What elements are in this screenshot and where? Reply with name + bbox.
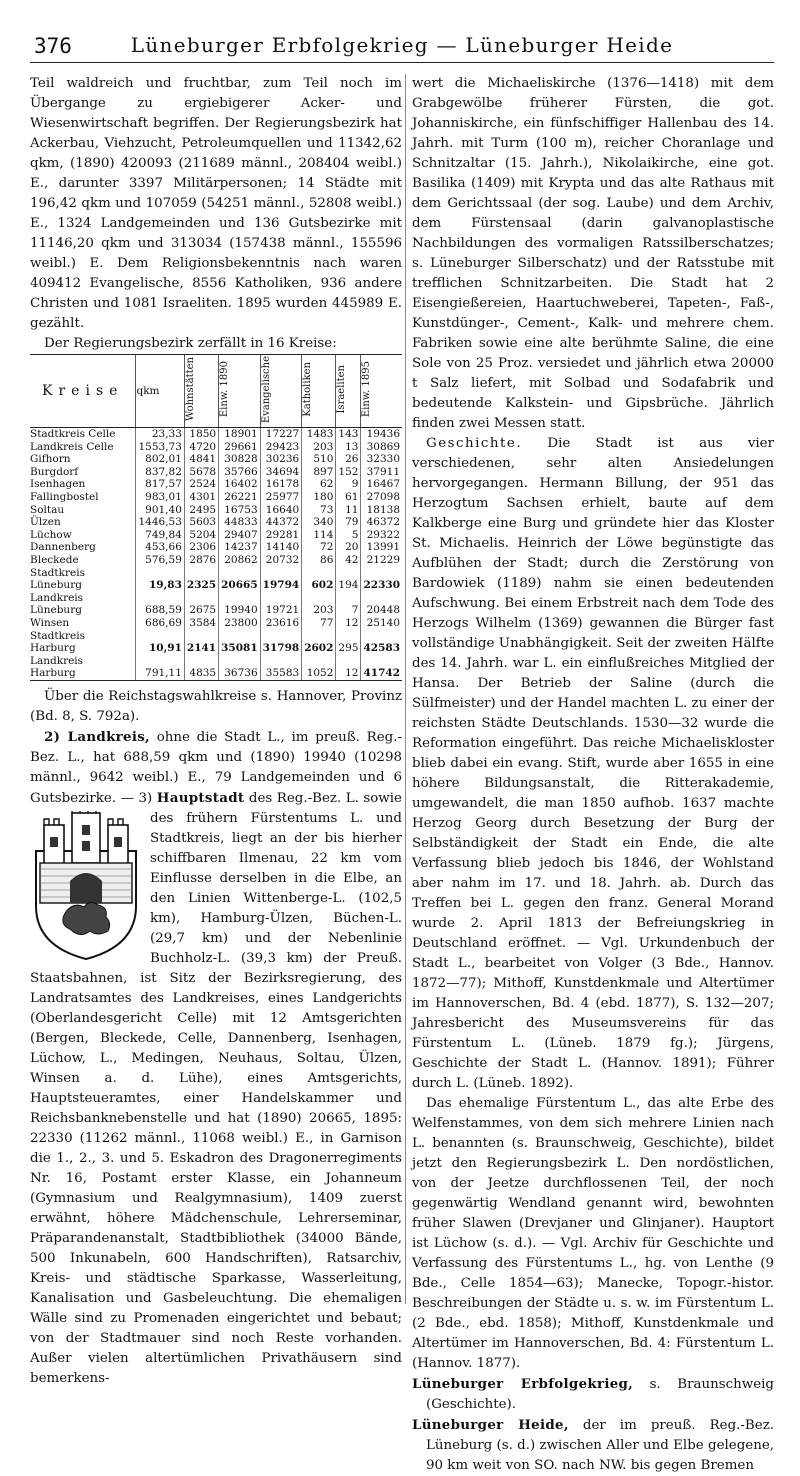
term-geschichte: Geschichte.	[426, 436, 523, 451]
table-caption: Der Regierungsbezirk zerfällt in 16 Kreise:	[44, 336, 337, 351]
table-cell-kreis: Dannenberg	[30, 541, 96, 554]
table-cell-value: 602	[302, 579, 336, 592]
table-cell-kreis: Lüneburg	[30, 604, 82, 617]
table-empty-cell	[260, 655, 302, 668]
table-cell-value: 1446,53	[136, 516, 184, 529]
table-cell-value: 453,66	[136, 541, 184, 554]
table-cell-value: 2876	[184, 554, 218, 567]
table-cell-value: 180	[302, 491, 336, 504]
table-cell-value: 1850	[184, 428, 218, 441]
table-cell-value: 5603	[184, 516, 218, 529]
table-cell-value: 16640	[260, 504, 302, 517]
table-empty-cell	[361, 592, 402, 605]
table-empty-cell	[302, 630, 336, 643]
table-cell-value: 901,40	[136, 504, 184, 517]
table-cell-value: 4720	[184, 441, 218, 454]
table-header-row	[30, 355, 402, 428]
table-empty-cell	[336, 592, 361, 605]
table-cell-value: 23,33	[136, 428, 184, 441]
table-cell-value: 114	[302, 529, 336, 542]
table-cell-value: 35766	[219, 466, 261, 479]
table-cell-value: 1052	[302, 667, 336, 680]
table-cell-value: 25140	[361, 617, 402, 630]
col-header-einw-1895: Einw. 1895	[361, 355, 402, 428]
table-cell-value: 77	[302, 617, 336, 630]
table-subheading-row	[30, 630, 402, 643]
table-cell-value: 26221	[219, 491, 261, 504]
table-cell-value: 143	[336, 428, 361, 441]
table-empty-cell	[260, 630, 302, 643]
table-cell-value: 79	[336, 516, 361, 529]
term-erbfolgekrieg: Lüneburger Erbfolgekrieg,	[412, 1376, 634, 1392]
table-cell-value: 32330	[361, 453, 402, 466]
coat-of-arms-image	[30, 811, 142, 961]
table-cell-value: 194	[336, 579, 361, 592]
table-row	[30, 667, 402, 680]
col-header-katholiken: Katholiken	[302, 355, 336, 428]
table-cell-value: 510	[302, 453, 336, 466]
table-cell-value: 46372	[361, 516, 402, 529]
table-subheading: Stadtkreis	[30, 629, 85, 642]
table-cell-value: 41742	[361, 667, 402, 680]
table-cell-value: 20862	[219, 554, 261, 567]
table-cell-value: 2602	[302, 642, 336, 655]
kreise-table	[30, 354, 402, 681]
entry-lueneburger-heide: Lüneburger Heide, der im preuß. Reg.-Bez. Lüneburg (s. d.) zwischen Aller und Elbe gelegene, 90 km weit von SO. nach NW. bis gegen Bremen	[412, 1417, 775, 1473]
table-empty-cell	[184, 592, 218, 605]
table-cell-value: 203	[302, 441, 336, 454]
paragraph-geschichte: Geschichte. Die Stadt ist aus vier verschiedenen, sehr alten Ansiedelungen hervorgegangen. Hermann Billung, der 951 das Herzogtum Sachsen erhielt, baute auf dem Kalkberge eine Burg und gründete hier das Kloster St. Michaelis. Heinrich der Löwe begünstigte das Aufblühen der Stadt; durch die Zerstörung von Bardowiek (1189) nahm sie einen bedeutenden Aufschwung. Bei einem Erbstreit nach dem Tode des Herzogs Wilhelm (1369) gewannen die Bürger fast vollständige Unabhängigkeit. Seit der zweiten Hälfte des 14. Jahrh. war L. ein einflußreiches Mitglied der Hansa. Der Betrieb der Saline (durch die Sülfmeister) und der Handel machten L. zu einer der reichsten Städte Deutschlands. 1530—32 wurde die Reformation eingeführt. Das reiche Michaeliskloster blieb dabei ein evang. Stift, wurde aber 1655 in eine höhere Bildungsanstalt, die Ritterakademie, umgewandelt, die man 1850 aufhob. 1637 machte Herzog Georg durch Besetzung der Burg der Selbständigkeit der Stadt ein Ende, die alte Verfassung blieb jedoch bis 1846, der Wohlstand aber nahm im 17. und 18. Jahrh. ab. Durch das Treffen bei L. gegen den franz. General Morand wurde 2. April 1813 der Befreiungskrieg in Deutschland eröffnet. — Vgl. Urkundenbuch der Stadt L., bearbeitet von Volger (3 Bde., Hannov. 1872—77); Mithoff, Kunstdenkmale und Altertümer im Hannoverschen, Bd. 4 (ebd. 1877), S. 132—207; Jahresbericht des Museumsvereins für das Fürstentum L. (Lüneb. 1879 fg.); Jürgens, Geschichte der Stadt L. (Hannov. 1891); Führer durch L. (Lüneb. 1892).	[412, 436, 774, 1091]
table-cell-kreis: Gifhorn	[30, 453, 71, 466]
table-cell-value: 20	[336, 541, 361, 554]
table-cell-value: 13991	[361, 541, 402, 554]
table-cell-value: 16402	[219, 478, 261, 491]
table-cell-value: 10,91	[136, 642, 184, 655]
table-cell-value: 42583	[361, 642, 402, 655]
table-cell-value: 19794	[260, 579, 302, 592]
table-cell-value: 12	[336, 617, 361, 630]
table-cell-kreis: Burgdorf	[30, 465, 79, 478]
table-cell-value: 22330	[361, 579, 402, 592]
table-cell-value: 749,84	[136, 529, 184, 542]
table-empty-cell	[302, 655, 336, 668]
paragraph-landkreis: 2) Landkreis, ohne die Stadt L., im preuß. Reg.-Bez. L., hat 688,59 qkm und (1890) 19940 (10298 männl., 9642 weibl.) E., 79 Landgemeinden und 6 Gutsbezirke. — 3) Hauptstadt des Reg.-Bez. L. sowie des frühern Fürstentums L. und Stadtkreis, liegt an der bis hierher schiffbaren Ilmenau, 22 km vom Einflusse derselben in die Elbe, an den Linien Wittenberge-L. (102,5 km), Hamburg-Ülzen, Büchen-L. (29,7 km) und der Nebenlinie Buchholz-L. (39,3 km) der Preuß. Staatsbahnen, ist Sitz der Bezirksregierung, des Landratsamtes des Landkreises, eines Landgerichts (Oberlandesgericht Celle) mit 12 Amtsgerichten (Bergen, Bleckede, Celle, Dannenberg, Isenhagen, Lüchow, L., Medingen, Neuhaus, Soltau, Ülzen, Winsen a. d. Lühe), eines Amtsgerichts, Hauptsteueramtes, einer Handelskammer und Reichsbanknebenstelle und hat (1890) 20665, 1895: 22330 (11262 männl., 11068 weibl.) E., in Garnison die 1., 2., 3. und 5. Eskadron des Dragonerregiments Nr. 16, Postamt erster Klasse, ein Johanneum (Gymnasium und Realgymnasium), 1409 zuerst erwähnt, höhere Mädchenschule, Lehrerseminar, Präparandenanstalt, Stadtbibliothek (34000 Bände, 500 Inkunabeln, 600 Handschriften), Ratsarchiv, Kreis- und städtische Sparkasse, Wasserleitung, Kanalisation und Gasbeleuchtung. Die ehemaligen Wälle sind zu Promenaden eingerichtet und bebaut; von der Stadtmauer sind noch Reste vorhanden. Außer vielen altertümlichen Privathäusern sind bemerkens-	[30, 728, 402, 1386]
table-cell-value: 203	[302, 604, 336, 617]
paragraph-sehenswuerdigkeiten: wert die Michaeliskirche (1376—1418) mit dem Grabgewölbe früherer Fürsten, die got. Johanniskirche, ein fünfschiffiger Hallenbau des 14. Jahrh. mit Turm (100 m), reicher Choranlage und Schnitzaltar (15. Jahrh.), Nikolaikirche, eine got. Basilika (1409) mit Krypta und das alte Rathaus mit dem Gerichtssaal (der sog. Laube) und dem Archiv, dem Fürstensaal (darin galvanoplastische Nachbildungen des vormaligen Ratssilberschatzes; s. Lüneburger Silberschatz) und der Ratsstube mit trefflichen Schnitzarbeiten. Die Stadt hat 2 Eisengießereien, Haartuchweberei, Tapeten-, Faß-, Kunstdünger-, Cement-, Kalk- und mehrere chem. Fabriken sowie eine alte berühmte Saline, die eine Sole von 25 Proz. versiedet und jährlich etwa 20000 t Salz liefert, mit Solbad und Sodafabrik und bedeutende Kalkstein- und Gipsbrüche. Jährlich finden zwei Messen statt.	[412, 76, 774, 431]
table-cell-kreis: Soltau	[30, 503, 65, 516]
table-row	[30, 478, 402, 491]
table-cell-value: 19940	[219, 604, 261, 617]
table-cell-value: 30869	[361, 441, 402, 454]
table-row	[30, 504, 402, 517]
table-cell-value: 2524	[184, 478, 218, 491]
table-cell-value: 152	[336, 466, 361, 479]
table-cell-value: 4301	[184, 491, 218, 504]
table-cell-value: 2675	[184, 604, 218, 617]
table-cell-value: 62	[302, 478, 336, 491]
term-hauptstadt: Hauptstadt	[156, 789, 245, 806]
right-column	[412, 74, 774, 1476]
table-empty-cell	[184, 655, 218, 668]
table-cell-value: 29661	[219, 441, 261, 454]
table-cell-value: 340	[302, 516, 336, 529]
table-cell-kreis: Landkreis Celle	[30, 440, 114, 453]
table-empty-cell	[302, 567, 336, 580]
table-empty-cell	[219, 592, 261, 605]
col-header-einw-1890: Einw. 1890	[219, 355, 261, 428]
table-cell-value: 802,01	[136, 453, 184, 466]
table-row	[30, 466, 402, 479]
table-cell-value: 295	[336, 642, 361, 655]
table-cell-value: 576,59	[136, 554, 184, 567]
table-cell-value: 23616	[260, 617, 302, 630]
table-empty-cell	[136, 567, 184, 580]
table-cell-kreis: Winsen	[30, 616, 70, 629]
left-column	[30, 74, 402, 1389]
term-landkreis: 2) Landkreis,	[44, 728, 151, 745]
paragraph-reichstagswahlkreise: Über die Reichstagswahlkreise s. Hannover, Provinz (Bd. 8, S. 792a).	[30, 688, 402, 724]
table-empty-cell	[361, 630, 402, 643]
table-cell-value: 26	[336, 453, 361, 466]
col-header-evangelische: Evangelische	[260, 355, 302, 428]
table-cell-value: 34694	[260, 466, 302, 479]
paragraph-regierungsbezirk: Teil waldreich und fruchtbar, zum Teil noch im Übergange zu ergiebigerer Acker- und Wiesenwirtschaft begriffen. Der Regierungsbezirk hat Ackerbau, Viehzucht, Petroleumquellen und 11342,62 qkm, (1890) 420093 (211689 männl., 208404 weibl.) E., darunter 3397 Militärpersonen; 14 Städte mit 196,42 qkm und 107059 (54251 männl., 52808 weibl.) E., 1324 Landgemeinden und 136 Gutsbezirke mit 11146,20 qkm und 313034 (157438 männl., 155596 weibl.) E. Dem Religionsbekenntnis nach waren 409412 Evangelische, 8556 Katholiken, 936 andere Christen und 1081 Israeliten. 1895 wurden 445989 E. gezählt.	[30, 76, 402, 331]
table-cell-value: 12	[336, 667, 361, 680]
table-cell-value: 17227	[260, 428, 302, 441]
column-divider	[405, 74, 406, 1304]
table-cell-value: 817,57	[136, 478, 184, 491]
table-cell-value: 2141	[184, 642, 218, 655]
table-cell-kreis: Harburg	[30, 667, 136, 680]
table-cell-value: 688,59	[136, 604, 184, 617]
table-empty-cell	[336, 655, 361, 668]
col-header-kreise: Kreise	[30, 355, 136, 428]
table-cell-value: 2306	[184, 541, 218, 554]
table-row	[30, 617, 402, 630]
table-cell-value: 4841	[184, 453, 218, 466]
table-subheading: Landkreis	[30, 591, 84, 604]
table-empty-cell	[361, 655, 402, 668]
table-cell-value: 1483	[302, 428, 336, 441]
page-header	[30, 28, 774, 63]
col-header-qkm: qkm	[136, 355, 184, 428]
table-cell-value: 37911	[361, 466, 402, 479]
table-cell-value: 42	[336, 554, 361, 567]
entry-erbfolgekrieg: Lüneburger Erbfolgekrieg, s. Braunschweig (Geschichte).	[412, 1376, 774, 1412]
table-cell-value: 35583	[260, 667, 302, 680]
table-cell-value: 36736	[219, 667, 261, 680]
table-empty-cell	[219, 567, 261, 580]
table-cell-value: 5204	[184, 529, 218, 542]
table-cell-kreis: Lüchow	[30, 528, 72, 541]
hauptstadt-text-rest: sowie des frühern Fürstentums L. und Stadtkreis, liegt an der bis hierher schiffbaren Ilmenau, 22 km vom Einflusse derselben in die Elbe, an den Linien Wittenberge-L. (102,5 km), Hamburg-Ülzen, Büchen-L. (29,7 km) und der Nebenlinie Buchholz-L. (39,3 km) der Preuß. Staatsbahnen, ist Sitz der Bezirksregierung, des Landratsamtes des Landkreises, eines Landgerichts (Oberlandesgericht Celle) mit 12 Amtsgerichten (Bergen, Bleckede, Celle, Dannenberg, Isenhagen, Lüchow, L., Medingen, Neuhaus, Soltau, Ülzen, Winsen a. d. Lühe), eines Amtsgerichts, Hauptsteueramtes, einer Handelskammer und Reichsbanknebenstelle und hat (1890) 20665, 1895: 22330 (11262 männl., 11068 weibl.) E., in Garnison die 1., 2., 3. und 5. Eskadron des Dragonerregiments Nr. 16, Postamt erster Klasse, ein Johanneum (Gymnasium und Realgymnasium), 1409 zuerst erwähnt, höhere Mädchenschule, Lehrerseminar, Präparandenanstalt, Stadtbibliothek (34000 Bände, 500 Inkunabeln, 600 Handschriften), Ratsarchiv, Kreis- und städtische Sparkasse, Wasserleitung, Kanalisation und Gasbeleuchtung. Die ehemaligen Wälle sind zu Promenaden eingerichtet und bebaut; von der Stadtmauer sind noch Reste vorhanden. Außer vielen altertümlichen Privathäusern sind bemerkens-	[30, 790, 402, 1386]
table-cell-value: 16178	[260, 478, 302, 491]
table-subheading-row	[30, 592, 402, 605]
table-cell-value: 30236	[260, 453, 302, 466]
table-row	[30, 579, 402, 592]
table-cell-value: 19,83	[136, 579, 184, 592]
table-empty-cell	[219, 630, 261, 643]
table-cell-value: 20732	[260, 554, 302, 567]
table-cell-kreis: Isenhagen	[30, 478, 86, 491]
table-empty-cell	[136, 592, 184, 605]
table-cell-value: 2325	[184, 579, 218, 592]
table-cell-value: 11	[336, 504, 361, 517]
kreise-table-body	[30, 428, 402, 681]
table-subheading-row	[30, 655, 402, 668]
table-cell-value: 29423	[260, 441, 302, 454]
table-cell-value: 14140	[260, 541, 302, 554]
table-cell-kreis: Bleckede	[30, 553, 79, 566]
table-cell-value: 18138	[361, 504, 402, 517]
table-empty-cell	[302, 592, 336, 605]
table-row	[30, 529, 402, 542]
col-header-wohnstaetten: Wohnstätten	[184, 355, 218, 428]
table-cell-value: 30828	[219, 453, 261, 466]
table-cell-value: 20448	[361, 604, 402, 617]
table-cell-value: 791,11	[136, 667, 184, 680]
table-cell-value: 19721	[260, 604, 302, 617]
col-header-israeliten: Israeliten	[336, 355, 361, 428]
table-subheading-row	[30, 567, 402, 580]
table-cell-value: 897	[302, 466, 336, 479]
table-cell-kreis: Lüneburg	[30, 579, 82, 592]
table-cell-value: 983,01	[136, 491, 184, 504]
table-cell-value: 16753	[219, 504, 261, 517]
table-cell-value: 837,82	[136, 466, 184, 479]
table-cell-value: 5	[336, 529, 361, 542]
landkreis-hauptstadt-block	[30, 727, 402, 1389]
table-cell-value: 44833	[219, 516, 261, 529]
table-empty-cell	[219, 655, 261, 668]
table-empty-cell	[136, 655, 184, 668]
table-empty-cell	[136, 630, 184, 643]
table-row	[30, 491, 402, 504]
hauptstadt-text-start: des Reg.-Bez. L.	[244, 790, 364, 806]
table-row	[30, 604, 402, 617]
table-cell-value: 9	[336, 478, 361, 491]
table-cell-value: 20665	[219, 579, 261, 592]
table-row	[30, 541, 402, 554]
table-cell-value: 72	[302, 541, 336, 554]
table-cell-value: 31798	[260, 642, 302, 655]
table-cell-value: 25977	[260, 491, 302, 504]
page-number: 376	[34, 34, 72, 58]
table-subheading: Stadtkreis	[30, 566, 85, 579]
table-cell-value: 19436	[361, 428, 402, 441]
table-cell-value: 27098	[361, 491, 402, 504]
table-empty-cell	[260, 567, 302, 580]
table-empty-cell	[336, 567, 361, 580]
table-cell-value: 16467	[361, 478, 402, 491]
table-cell-value: 3584	[184, 617, 218, 630]
table-row	[30, 516, 402, 529]
table-row	[30, 642, 402, 655]
table-empty-cell	[361, 567, 402, 580]
table-cell-value: 686,69	[136, 617, 184, 630]
table-cell-kreis: Harburg	[30, 642, 76, 655]
paragraph-fuerstentum: Das ehemalige Fürstentum L., das alte Erbe des Welfenstammes, von dem sich mehrere Linien nach L. benannten (s. Braunschweig, Geschichte), bildet jetzt den Regierungsbezirk L. Den nordöstlichen, von der Jeetze durchflossenen Teil, der noch gegenwärtig Wendland genannt wird, bewohnten früher Slawen (Drevjaner und Glinjaner). Hauptort ist Lüchow (s. d.). — Vgl. Archiv für Geschichte und Verfassung des Fürstentums L., hg. von Lenthe (9 Bde., Celle 1854—63); Manecke, Topogr.-histor. Beschreibungen der Städte u. s. w. im Fürstentum L. (2 Bde., ebd. 1858); Mithoff, Kunstdenkmale und Altertümer im Hannoverschen, Bd. 4: Fürstentum L. (Hannov. 1877).	[412, 1096, 774, 1371]
table-empty-cell	[184, 630, 218, 643]
table-cell-value: 23800	[219, 617, 261, 630]
table-cell-value: 61	[336, 491, 361, 504]
running-title: Lüneburger Erbfolgekrieg — Lüneburger Heide	[130, 33, 674, 57]
table-cell-value: 35081	[219, 642, 261, 655]
table-cell-value: 29407	[219, 529, 261, 542]
table-empty-cell	[184, 567, 218, 580]
table-cell-value: 44372	[260, 516, 302, 529]
table-cell-value: 7	[336, 604, 361, 617]
table-row	[30, 554, 402, 567]
table-cell-value: 2495	[184, 504, 218, 517]
table-cell-value: 29281	[260, 529, 302, 542]
table-cell-kreis: Ülzen	[30, 516, 61, 529]
table-cell-value: 5678	[184, 466, 218, 479]
table-row	[30, 453, 402, 466]
table-subheading: Landkreis	[30, 654, 84, 667]
table-cell-kreis: Fallingbostel	[30, 490, 99, 503]
table-row	[30, 428, 402, 441]
table-row	[30, 441, 402, 454]
table-cell-value: 1553,73	[136, 441, 184, 454]
table-cell-value: 13	[336, 441, 361, 454]
table-cell-kreis: Stadtkreis Celle	[30, 428, 116, 440]
table-cell-value: 4835	[184, 667, 218, 680]
table-cell-value: 21229	[361, 554, 402, 567]
table-cell-value: 18901	[219, 428, 261, 441]
term-lueneburger-heide: Lüneburger Heide,	[412, 1417, 569, 1433]
table-empty-cell	[260, 592, 302, 605]
table-cell-value: 14237	[219, 541, 261, 554]
table-cell-value: 86	[302, 554, 336, 567]
table-cell-value: 29322	[361, 529, 402, 542]
table-cell-value: 73	[302, 504, 336, 517]
table-empty-cell	[336, 630, 361, 643]
